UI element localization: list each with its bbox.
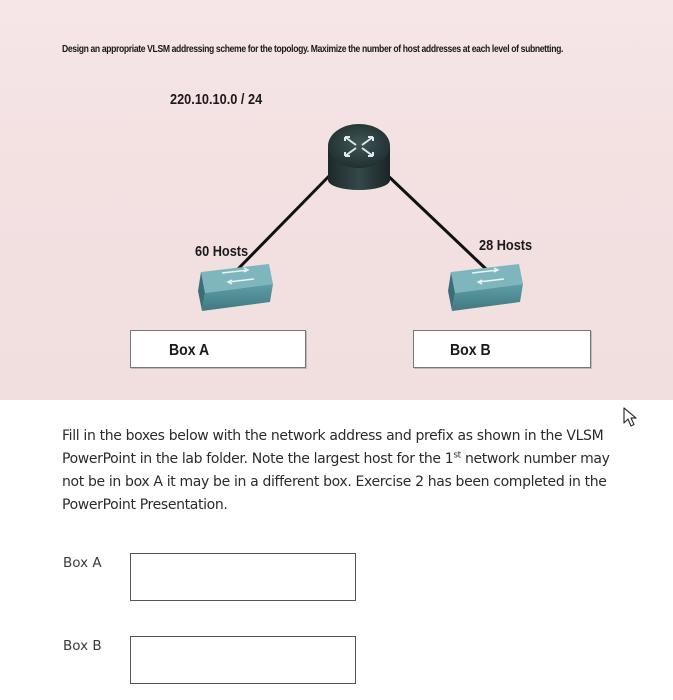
answer-box-a-label: Box A [63,555,102,571]
hosts-label-box-b: 28 Hosts [479,237,533,254]
link-router-box-a [236,172,333,271]
slide-box-a [130,330,306,368]
slide-title: Design an appropriate VLSM addressing scheme for the topology. Maximize the number of host addresses at each level of subnetting. [62,43,564,55]
hosts-label-box-a: 60 Hosts [195,243,249,260]
link-router-box-b [384,172,486,269]
pointer-cursor-icon [622,407,638,427]
switch-icon-box-a [198,264,273,311]
switch-icon-box-b [448,264,523,311]
answer-box-b-input[interactable] [130,636,356,684]
answer-box-a-input[interactable] [130,553,356,601]
instructions-text [62,425,622,517]
instructions-superscript: st [453,450,461,461]
slide-box-a-label: Box A [169,342,210,359]
instructions-part-2: network number may not be in box A it may be in a different box. Exercise 2 has been completed in the PowerPoint Presentation. [62,451,610,513]
instructions-part-1: Fill in the boxes below with the network address and prefix as shown in the VLSM PowerPoint in the lab folder. Note the largest host for the 1 [62,428,604,467]
answer-box-b-label: Box B [63,638,102,654]
slide-box-b [413,330,591,368]
slide-box-b-label: Box B [450,342,491,359]
router-icon [328,124,390,190]
network-address: 220.10.10.0 / 24 [170,91,263,108]
